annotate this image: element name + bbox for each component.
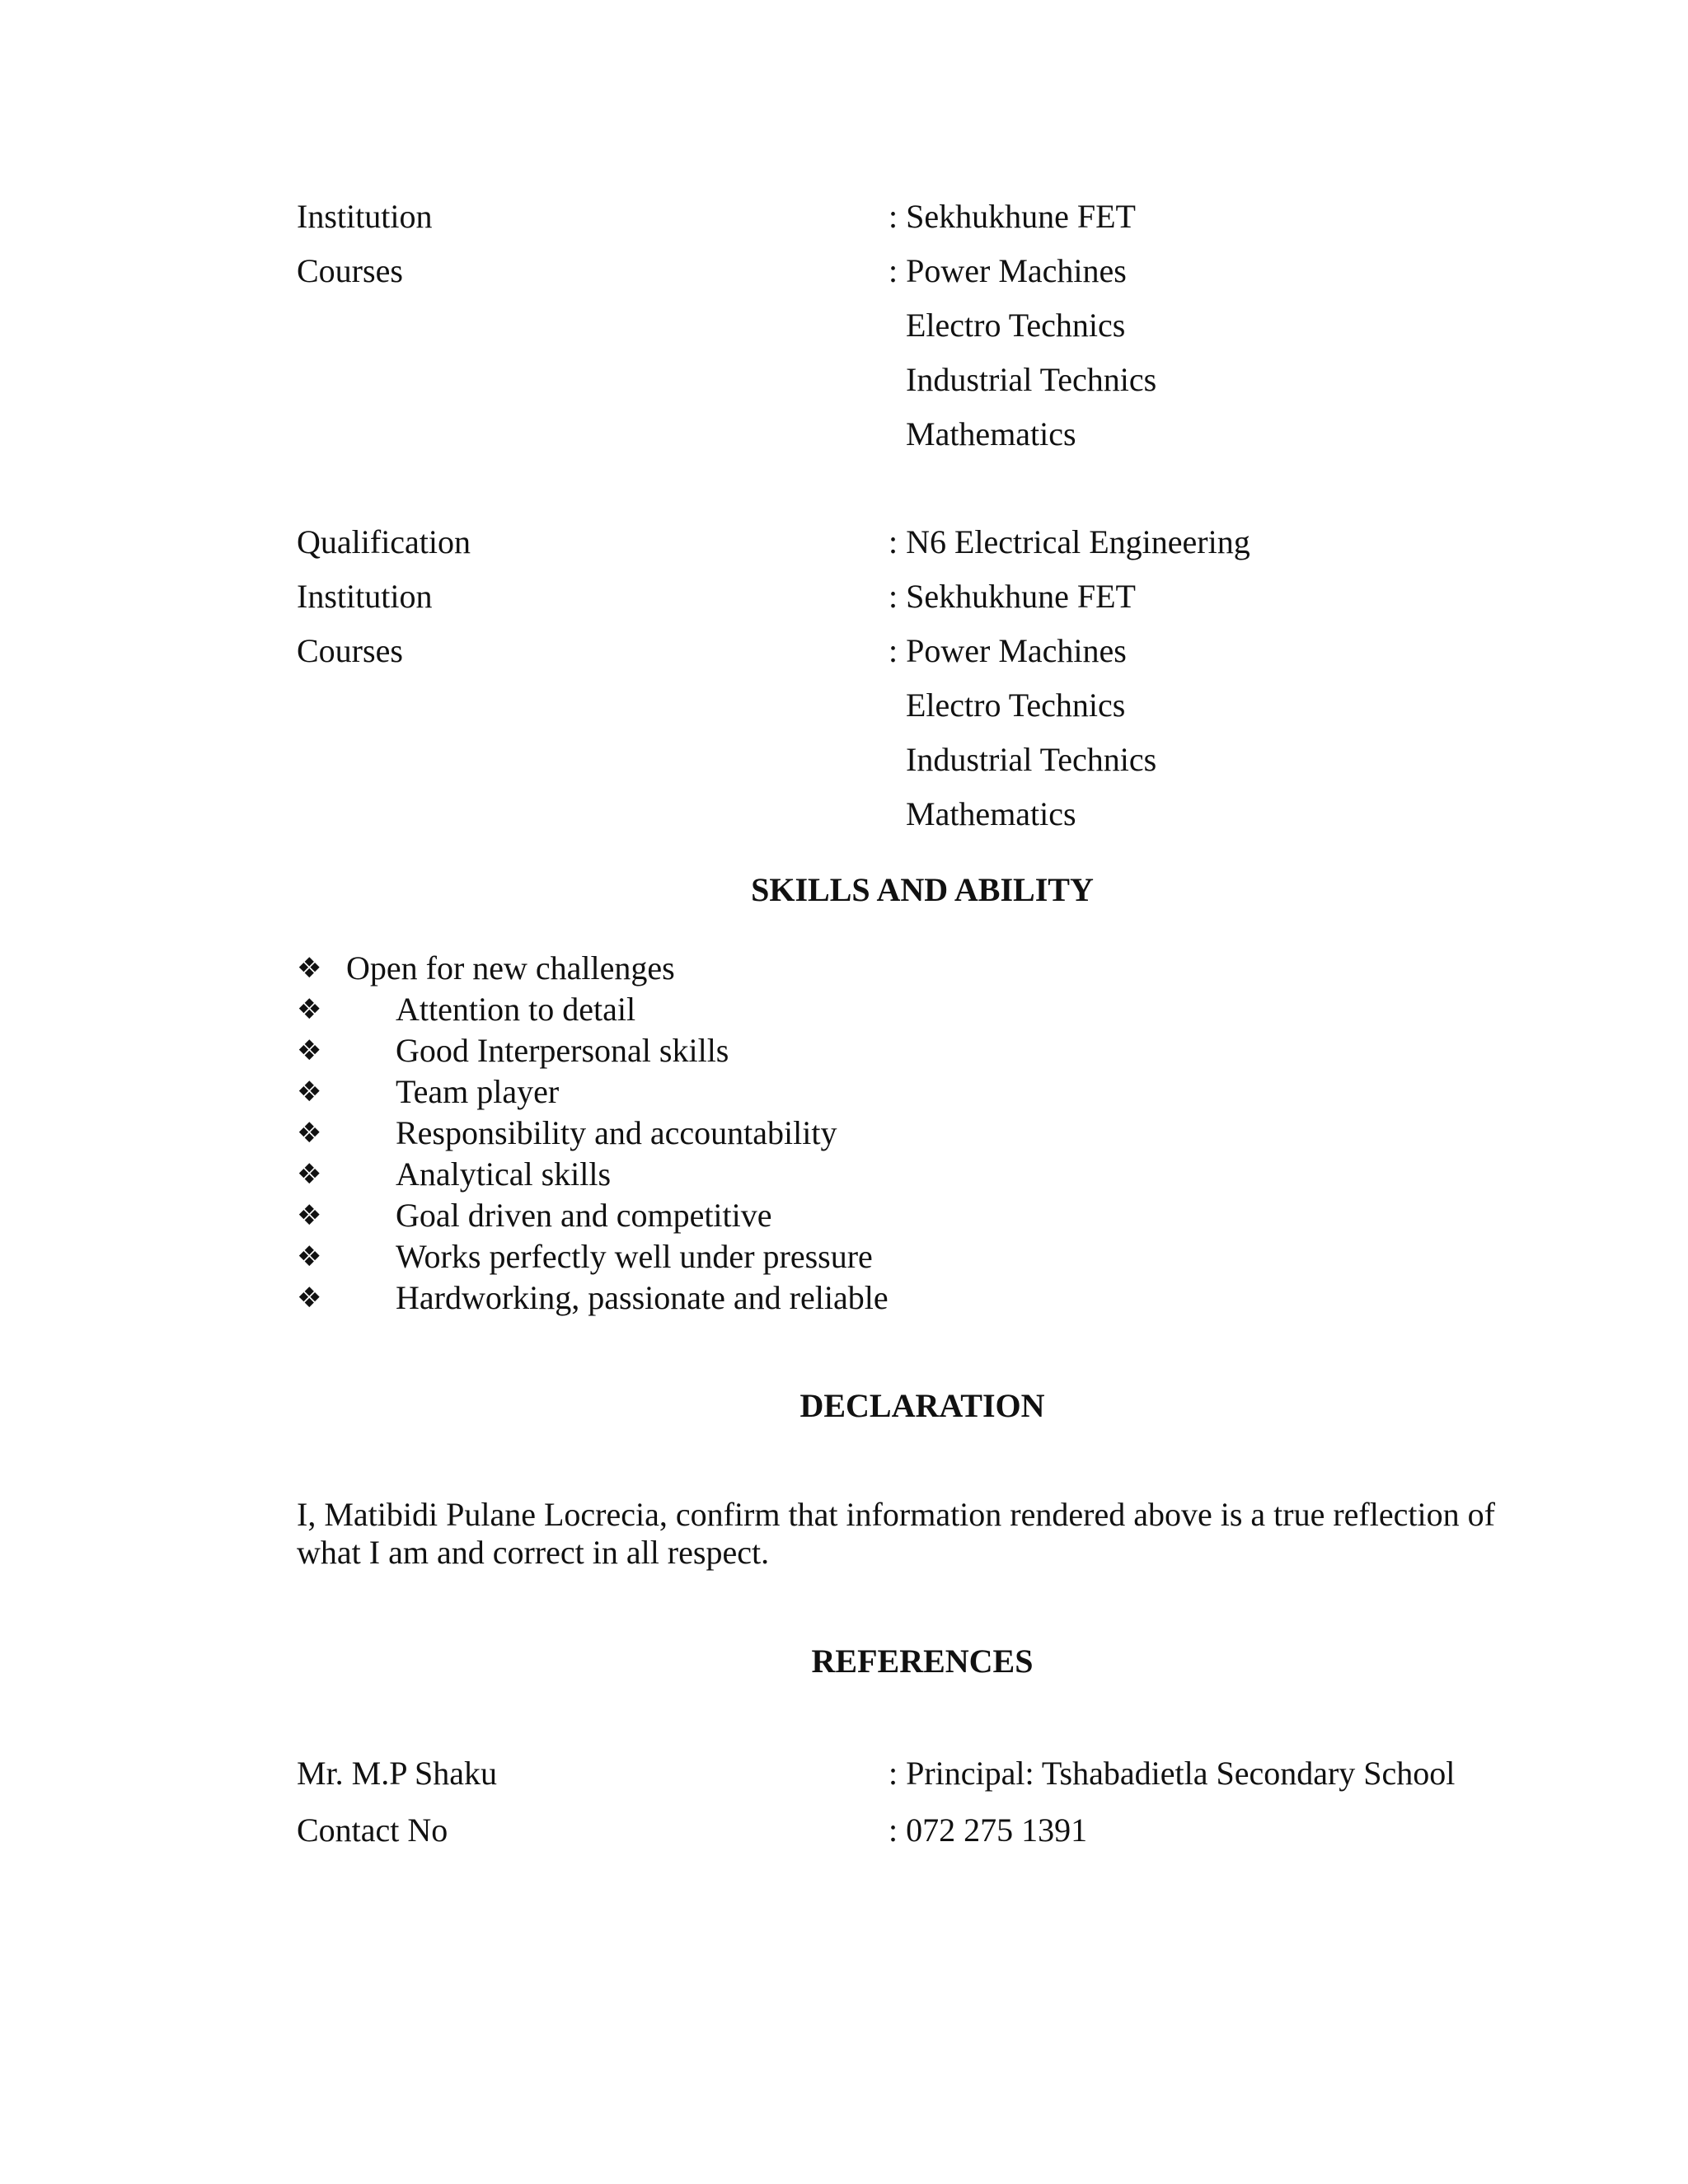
course-item: Mathematics — [906, 795, 1076, 832]
course-item: Industrial Technics — [906, 361, 1157, 398]
reference-name: Mr. M.P Shaku — [297, 1755, 498, 1792]
institution-label: Institution — [297, 578, 433, 615]
diamond-bullet-icon: ❖ — [297, 1240, 322, 1273]
contact-number: : 072 275 1391 — [889, 1811, 1088, 1849]
diamond-bullet-icon: ❖ — [297, 1199, 322, 1232]
qualification-label: Qualification — [297, 523, 471, 560]
courses-label: Courses — [297, 632, 403, 669]
references-heading: REFERENCES — [811, 1643, 1034, 1680]
course-item: Electro Technics — [906, 307, 1126, 344]
courses-label: Courses — [297, 252, 403, 289]
diamond-bullet-icon: ❖ — [297, 1282, 322, 1315]
skill-text: Open for new challenges — [346, 949, 675, 987]
course-item: : Power Machines — [889, 252, 1127, 289]
institution-label: Institution — [297, 198, 433, 235]
qualification-value: : N6 Electrical Engineering — [889, 523, 1250, 560]
skills-heading: SKILLS AND ABILITY — [751, 871, 1094, 908]
diamond-bullet-icon: ❖ — [297, 1034, 322, 1067]
institution-value: : Sekhukhune FET — [889, 198, 1136, 235]
course-item: Mathematics — [906, 415, 1076, 452]
diamond-bullet-icon: ❖ — [297, 1076, 322, 1108]
skill-text: Goal driven and competitive — [396, 1197, 772, 1234]
course-item: Industrial Technics — [906, 741, 1157, 778]
diamond-bullet-icon: ❖ — [297, 1158, 322, 1191]
skill-text: Works perfectly well under pressure — [396, 1238, 873, 1275]
skill-text: Team player — [396, 1073, 560, 1110]
skill-text: Hardworking, passionate and reliable — [396, 1279, 889, 1316]
diamond-bullet-icon: ❖ — [297, 993, 322, 1026]
institution-value: : Sekhukhune FET — [889, 578, 1136, 615]
diamond-bullet-icon: ❖ — [297, 952, 322, 985]
skill-text: Good Interpersonal skills — [396, 1032, 729, 1069]
skill-text: Analytical skills — [396, 1155, 612, 1193]
declaration-heading: DECLARATION — [799, 1387, 1045, 1424]
contact-label: Contact No — [297, 1811, 448, 1849]
skill-text: Responsibility and accountability — [396, 1114, 837, 1151]
diamond-bullet-icon: ❖ — [297, 1117, 322, 1150]
course-item: Electro Technics — [906, 687, 1126, 724]
course-item: : Power Machines — [889, 632, 1127, 669]
declaration-text: I, Matibidi Pulane Locrecia, confirm that information rendered above is a true reflection of what I am and correct in all respect. — [297, 1496, 1495, 1571]
skill-text: Attention to detail — [396, 991, 636, 1028]
reference-position: : Principal: Tshabadietla Secondary School — [889, 1755, 1456, 1792]
